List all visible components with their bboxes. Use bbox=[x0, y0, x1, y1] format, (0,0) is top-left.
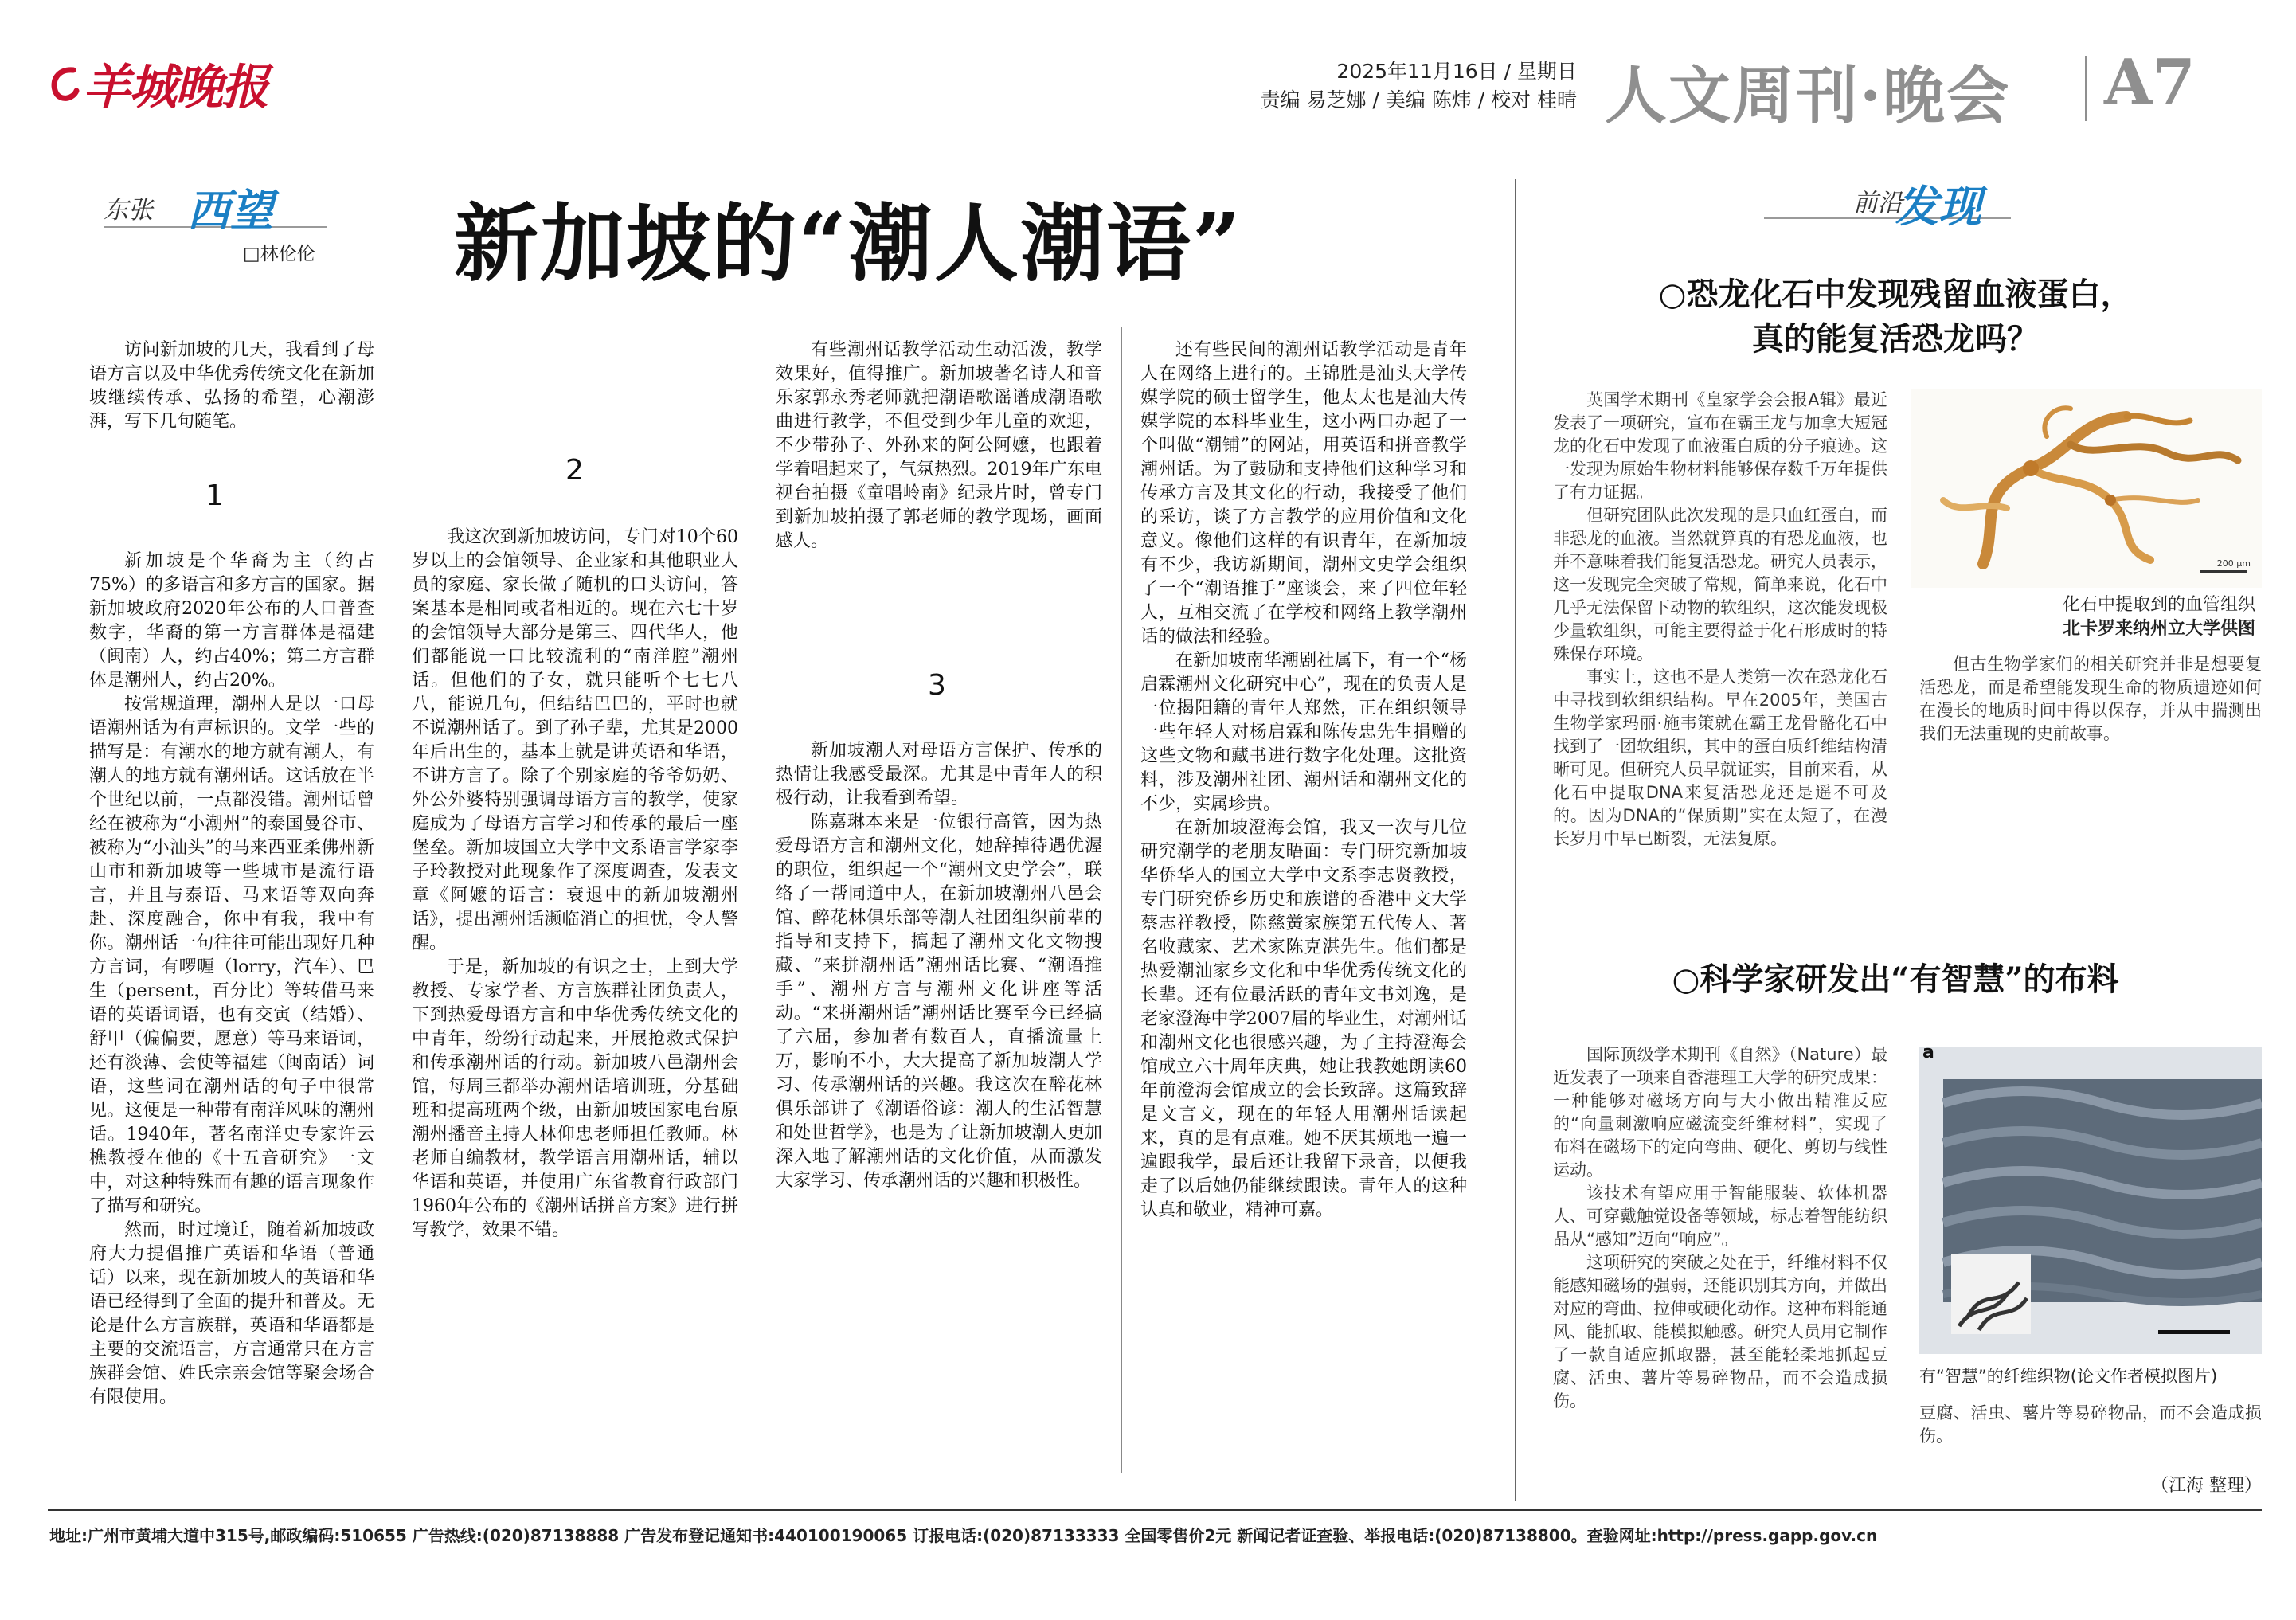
scale-label: 200 μm bbox=[2216, 558, 2251, 569]
footer-info: 地址:广州市黄埔大道中315号,邮政编码:510655 广告热线:(020)87138888 广告发布登记通知书:440100190065 订报电话:(020)87133333 全国零售价2元 新闻记者证查验、举报电话:(020)87138800。查验网址:http://press.gapp.gov.cn bbox=[49, 1526, 1878, 1545]
scale-bar bbox=[2200, 570, 2247, 573]
section-number-2: 2 bbox=[565, 454, 584, 487]
news-headline-1 bbox=[1537, 272, 2254, 362]
masthead bbox=[0, 0, 2296, 143]
paragraph: 该技术有望应用于智能服装、软体机器人、可穿戴触觉设备等领域，标志着智能纺织品从“感知”迈向“响应”。 bbox=[1553, 1184, 1887, 1249]
article-column-2 bbox=[412, 526, 738, 1473]
editor-credits: 责编 易芝娜 / 美编 陈炜 / 校对 桂晴 bbox=[1260, 88, 1577, 112]
article-intro: 访问新加坡的几天，我看到了母语方言以及中华优秀传统文化在新加坡继续传承、弘扬的希望，心潮澎湃，写下几句随笔。 bbox=[89, 340, 374, 432]
news-headline-1-line1: ○恐龙化石中发现残留血液蛋白， bbox=[1658, 276, 2133, 313]
blood-vessel-tissue-image bbox=[1911, 389, 2262, 588]
paragraph: 在新加坡南华潮剧社属下，有一个“杨启霖潮州文化研究中心”，现在的负责人是一位揭阳籍的青年人郑然，正在组织领导一些年轻人对杨启霖和陈传忠先生捐赠的这些文物和藏书进行数字化处理。这批资料，涉及潮州社团、潮州话和潮州文化的不少，实属珍贵。 bbox=[1140, 651, 1467, 814]
column-prefix-right: 前沿 bbox=[1853, 189, 1903, 217]
section-number-1: 1 bbox=[205, 479, 224, 512]
paragraph: 按常规道理，潮州人是以一口母语潮州话为有声标识的。文学一些的描写是：有潮水的地方就有潮人，有潮人的地方就有潮州话。这话放在半个世纪以前，一点都没错。潮州话曾经在被称为“小潮州”的泰国曼谷市、被称为“小汕头”的马来西亚柔佛州新山市和新加坡等一些城市是流行语言，并且与泰语、马来语等双向奔赴、深度融合，你中有我，我中有你。潮州话一句往往可能出现好几种方言词，有啰喱（lorry，汽车）、巴生（persent，百分比）等转借马来语的英语词语，也有交寅（结婚）、舒甲（偏偏要，愿意）等马来语词，还有淡薄、会使等福建（闽南话）词语，这些词在潮州话的句子中很常见。这便是一种带有南洋风味的潮州话。1940年，著名南洋史专家许云樵教授在他的《十五音研究》一文中，对这种特殊而有趣的语言现象作了描写和研究。 bbox=[89, 695, 374, 1216]
column-label-left bbox=[104, 182, 342, 269]
article-column-1b bbox=[89, 550, 374, 1473]
section-rule bbox=[1515, 179, 1516, 1501]
footer-rule bbox=[48, 1509, 2262, 1511]
paragraph: 国际顶级学术期刊《自然》（Nature）最近发表了一项来自香港理工大学的研究成果：一种能够对磁场方向与大小做出精准反应的“向量刺激响应磁流变纤维材料”，实现了布料在磁场下的定向弯曲、硬化、剪切与线性运动。 bbox=[1553, 1045, 1887, 1180]
page-number: A7 bbox=[2104, 46, 2196, 119]
paragraph: 在新加坡澄海会馆，我又一次与几位研究潮学的老朋友晤面：专门研究新加坡华侨华人的国立大学中文系李志贤教授，专门研究侨乡历史和族谱的香港中文大学蔡志祥教授，陈慈黉家族第五代传人、著名收藏家、艺术家陈克湛先生。他们都是热爱潮汕家乡文化和中华优秀传统文化的长辈。还有位最活跃的青年文书刘逸，是老家澄海中学2007届的毕业生，对潮州话和潮州文化也很感兴趣，为了主持澄海会馆成立六十周年庆典，她让我教她朗读60年前澄海会馆成立的会长致辞。这篇致辞是文言文，现在的年轻人用潮州话读起来，真的是有点难。她不厌其烦地一遍一遍跟我学，最后还让我留下录音，以便我走了以后她仍能继续跟读。青年人的这种认真和敬业，精神可嘉。 bbox=[1140, 818, 1467, 1220]
logo-text: 羊城晚报 bbox=[83, 60, 268, 115]
column-name-right: 发现 bbox=[1895, 182, 1981, 232]
paragraph: 豆腐、活虫、薯片等易碎物品，而不会造成损伤。 bbox=[1919, 1403, 2262, 1446]
column-label-right bbox=[1764, 179, 2035, 235]
figure-panel-label: a bbox=[1922, 1043, 1934, 1062]
paragraph: 但古生物学家们的相关研究并非是想要复活恐龙，而是希望能发现生命的物质遗迹如何在漫长的地质时间中得以保存，并从中揣测出我们无法重现的史前故事。 bbox=[1919, 655, 2262, 743]
column-rule bbox=[1121, 327, 1122, 1473]
issue-date: 2025年11月16日 / 星期日 bbox=[1336, 60, 1577, 83]
paragraph: 有些潮州话教学活动生动活泼，教学效果好，值得推广。新加坡著名诗人和音乐家郭永秀老师就把潮语歌谣谱成潮语歌曲进行教学，不但受到少年儿童的欢迎，不少带孙子、外孙来的阿公阿嬷，也跟着学着唱起来了，气氛热烈。2019年广东电视台拍摄《童唱岭南》纪录片时，曾专门到新加坡拍摄了郭老师的教学现场，画面感人。 bbox=[776, 340, 1102, 551]
photo-caption-2: 有“智慧”的纤维织物(论文作者模拟图片) bbox=[1919, 1367, 2218, 1386]
section-title: 人文周刊·晚会 bbox=[1605, 60, 2011, 132]
logo-swirl-icon bbox=[49, 64, 81, 104]
news-headline-1-line2: 真的能复活恐龙吗？ bbox=[1752, 320, 2039, 358]
paragraph: 新加坡潮人对母语方言保护、传承的热情让我感受最深。尤其是中青年人的积极行动，让我看到希望。 bbox=[776, 741, 1102, 808]
column-prefix: 东张 bbox=[104, 196, 153, 225]
section-number-3: 3 bbox=[928, 669, 946, 702]
news2-column-a bbox=[1553, 1043, 1887, 1473]
news1-column-b bbox=[1919, 653, 2262, 948]
fossil-photo bbox=[1911, 389, 2262, 588]
paragraph: 于是，新加坡的有识之士，上到大学教授、专家学者、方言族群社团负责人，下到热爱母语方言和中华优秀传统文化的中青年，纷纷行动起来，开展抢救式保护和传承潮州话的行动。新加坡八邑潮州会馆，每周三都举办潮州话培训班，分基础班和提高班两个级，由新加坡国家电台原潮州播音主持人林仰忠老师担任教师。林老师自编教材，教学语言用潮州话，辅以华语和英语，并使用广东省教育行政部门1960年公布的《潮州话拼音方案》进行拼写教学，效果不错。 bbox=[412, 957, 738, 1240]
fabric-photo bbox=[1919, 1043, 2262, 1354]
article-headline: 新加坡的“潮人潮语” bbox=[454, 194, 1242, 293]
article-column-3b bbox=[776, 739, 1102, 1472]
news2-column-b bbox=[1919, 1402, 2262, 1473]
paragraph: 这项研究的突破之处在于，纤维材料不仅能感知磁场的强弱，还能识别其方向，并做出对应的弯曲、拉伸或硬化动作。这种布料能通风、能抓取、能模拟触感。研究人员用它制作了一款自适应抓取器，甚至能轻柔地抓起豆腐、活虫、薯片等易碎物品，而不会造成损伤。 bbox=[1553, 1253, 1887, 1411]
paragraph: 然而，时过境迁，随着新加坡政府大力提倡推广英语和华语（普通话）以来，现在新加坡人的英语和华语已经得到了全面的提升和普及。无论是什么方言族群，英语和华语都是主要的交流语言，方言通常只在方言族群会馆、姓氏宗亲会馆等聚会场合有限使用。 bbox=[89, 1220, 374, 1407]
paragraph: 事实上，这也不是人类第一次在恐龙化石中寻找到软组织结构。早在2005年，美国古生物学家玛丽·施韦策就在霸王龙骨骼化石中找到了一团软组织，其中的蛋白质纤维结构清晰可见。但研究人员早就证实，目前来看，从化石中提取DNA来复活恐龙还是遥不可及的。因为DNA的“保质期”实在太短了，在漫长岁月中早已断裂，无法复原。 bbox=[1553, 667, 1887, 848]
photo-caption-1: 化石中提取到的血管组织 bbox=[2062, 595, 2255, 615]
paragraph: 英国学术期刊《皇家学会会报A辑》最近发表了一项研究，宣布在霸王龙与加拿大短冠龙的化石中发现了血液蛋白质的分子痕迹。这一发现为原始生物材料能够保存数千万年提供了有力证据。 bbox=[1553, 390, 1887, 502]
article-column-3a bbox=[776, 338, 1102, 641]
newspaper-logo bbox=[49, 49, 268, 115]
news1-column-a bbox=[1553, 389, 1887, 942]
paragraph: 还有些民间的潮州话教学活动是青年人在网络上进行的。王锦胜是汕头大学传媒学院的硕士留学生，他太太也是汕大传媒学院的本科毕业生，这小两口办起了一个叫做“潮铺”的网站，用英语和拼音教学潮州话。为了鼓励和支持他们这种学习和传承方言及其文化的行动，我接受了他们的采访，谈了方言教学的应用价值和文化意义。像他们这样的有识青年，在新加坡有不少，我访新期间，潮州文史学会组织了一个“潮语推手”座谈会，来了四位年轻人，互相交流了在学校和网络上教学潮州话的做法和经验。 bbox=[1140, 340, 1467, 647]
paragraph: 陈嘉琳本来是一位银行高管，因为热爱母语方言和潮州文化，她辞掉待遇优渥的职位，组织起一个“潮州文史学会”，联络了一帮同道中人，在新加坡潮州八邑会馆、醉花林俱乐部等潮人社团组织前辈的指导和支持下，搞起了潮州文化文物搜藏、“来拼潮州话”潮州话比赛、“潮语推手”、潮州方言与潮州文化讲座等活动。“来拼潮州话”潮州话比赛至今已经搞了六届，参加者有数百人，直播流量上万，影响不小，大大提高了新加坡潮人学习、传承潮州话的兴趣。我这次在醉花林俱乐部讲了《潮语俗谚：潮人的生活智慧和处世哲学》，也是为了让新加坡潮人更加深入地了解潮州话的文化价值，从而激发大家学习、传承潮州话的兴趣和积极性。 bbox=[776, 812, 1102, 1191]
article-column-4 bbox=[1140, 338, 1467, 1473]
article-column-1 bbox=[89, 338, 374, 434]
news-headline-2: ○科学家研发出“有智慧”的布料 bbox=[1672, 961, 2119, 998]
column-name: 西望 bbox=[187, 186, 273, 236]
smart-fabric-image bbox=[1919, 1047, 2262, 1354]
paragraph: 新加坡是个华裔为主（约占75%）的多语言和多方言的国家。据新加坡政府2020年公布的人口普查数字，华裔的第一方言群体是福建（闽南）人，约占40%；第二方言群体是潮州人，约占20%。 bbox=[89, 551, 374, 691]
photo-credit-1: 北卡罗来纳州立大学供图 bbox=[2062, 619, 2255, 639]
section-divider bbox=[2085, 56, 2087, 121]
paragraph: 我这次到新加坡访问，专门对10个60岁以上的会馆领导、企业家和其他职业人员的家庭、家长做了随机的口头访问，答案基本是相同或者相近的。现在六七十岁的会馆领导大部分是第三、四代华人，他们都能说一口比较流利的“南洋腔”潮州话。但他们的子女，就只能听个七七八八，能说几句，但结结巴巴的，平时也就不说潮州话了。到了孙子辈，尤其是2000年后出生的，基本上就是讲英语和华语，不讲方言了。除了个别家庭的爷爷奶奶、外公外婆特别强调母语方言的教学，使家庭成为了母语方言学习和传承的最后一座堡垒。新加坡国立大学中文系语言学家李子玲教授对此现象作了深度调查，发表文章《阿嬷的语言：衰退中的新加坡潮州话》，提出潮州话濒临消亡的担忧，令人警醒。 bbox=[412, 527, 738, 953]
article-author: □林伦伦 bbox=[243, 244, 315, 264]
news-editor-credit: （江海 整理） bbox=[2151, 1476, 2262, 1496]
paragraph: 但研究团队此次发现的是只血红蛋白，而非恐龙的血液。当然就算真的有恐龙血液，也并不意味着我们能复活恐龙。研究人员表示，这一发现完全突破了常规，简单来说，化石中几乎无法保留下动物的软组织，这次能发现极少量软组织，可能主要得益于化石形成时的特殊保存环境。 bbox=[1553, 506, 1887, 663]
